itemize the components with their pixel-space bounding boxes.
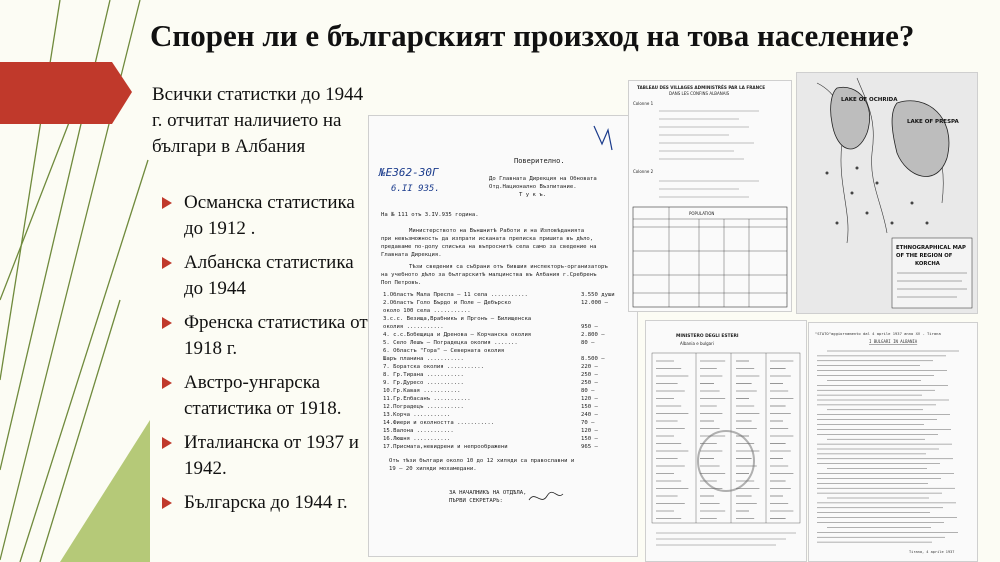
french-col1: Colonne 1: [633, 101, 654, 106]
doc-row-label: 5. Село Лешъ — Поградецка околия .......: [383, 340, 518, 346]
doc-row-value: 965 —: [581, 444, 598, 450]
doc-row-value: 8.500 —: [581, 356, 605, 362]
map-lake2-label: LAKE OF PRESPA: [907, 119, 959, 125]
red-arrow-shape: [0, 0, 135, 140]
doc-stamp: №Е362-30Г: [379, 166, 439, 179]
doc-row-value: 120 —: [581, 428, 598, 434]
doc-heading: Поверително.: [514, 157, 565, 165]
bullet-item: [160, 490, 370, 516]
arrow-bullet-icon: [162, 437, 172, 449]
doc-row-label: 17.Присмата,невидрени и непроображени: [383, 444, 508, 450]
italian-doc-subheader: I BULGARI IN ALBANIA: [869, 339, 918, 344]
italian-document-image: [808, 322, 978, 562]
doc-rows: [383, 291, 615, 450]
doc-row-value: 250 —: [581, 372, 598, 378]
doc-row-value: 240 —: [581, 412, 598, 418]
doc-body-line: Поп Петровъ.: [381, 280, 422, 286]
map-caption3: KORCHA: [915, 261, 940, 267]
bullet-text: Италианска от 1937 и 1942.: [184, 432, 359, 479]
ethnographic-map-image: [796, 72, 978, 314]
handwritten-mark: [594, 126, 612, 150]
map-caption2: OF THE REGION OF: [896, 253, 953, 259]
doc-body-line: Главната Дирекция.: [381, 252, 442, 258]
doc-row-value: 950 —: [581, 324, 598, 330]
doc-row-value: 150 —: [581, 436, 598, 442]
doc-to2: Отд.Национално Възпитание.: [489, 184, 577, 190]
bullet-text: Френска статистика от 1918 г.: [184, 312, 368, 359]
doc-ref: На № 111 отъ 3.IV.935 година.: [381, 212, 479, 218]
bullet-item: [160, 370, 370, 422]
bullet-list: [160, 190, 370, 524]
signature-scribble: [529, 492, 563, 500]
arrow-bullet-icon: [162, 497, 172, 509]
doc-body-line: Тѣзи сведения са събрани отъ бившия инспекторъ-организаторъ: [409, 264, 608, 270]
doc-body-line: предаваме по-долу списъка на въпроснитѣ села само за сведение на: [381, 244, 597, 250]
doc-row-value: 250 —: [581, 380, 598, 386]
italian-table-header2: Albania e bulgari: [680, 341, 714, 346]
doc-stamp-date: 6.II 935.: [391, 184, 440, 194]
doc-row-value: 80 —: [581, 388, 595, 394]
bullet-item: [160, 250, 370, 302]
bullet-item: [160, 430, 370, 482]
french-table-image: [628, 80, 792, 312]
bullet-text: Българска до 1944 г.: [184, 492, 348, 513]
doc-row-label: 13.Корча ...........: [383, 412, 451, 418]
doc-row-value: 220 —: [581, 364, 598, 370]
doc-row-label: 10.Гр.Кавая ...........: [383, 388, 461, 394]
doc-sign1: ЗА НАЧАЛНИКЪ НА ОТДѢЛА,: [449, 490, 527, 496]
doc-to1: До Главната Дирекция на Обновата: [489, 176, 597, 182]
italian-doc-header: "STATO"aggiornamento dal 4 aprile 1937 anno XV - Tirana: [815, 331, 941, 336]
italian-table-image: [645, 320, 807, 562]
bulgarian-document-image: [368, 115, 638, 557]
doc-row-label: около 100 села ...........: [383, 308, 471, 314]
doc-row-value: 150 —: [581, 404, 598, 410]
arrow-bullet-icon: [162, 257, 172, 269]
french-title1: TABLEAU DES VILLAGES ADMINISTRÉS PAR LA FRANCE: [637, 85, 766, 90]
doc-row-label: 1.Областъ Мала Преспа — 11 села ...........: [383, 292, 528, 298]
doc-row-label: околия ...........: [383, 324, 444, 330]
doc-row-label: 7. Боратска околия ...........: [383, 364, 485, 370]
doc-row-value: 80 —: [581, 340, 595, 346]
doc-row-value: 3.550 души: [581, 292, 615, 298]
doc-row-label: 3.с.с. Везища,Врабникъ и Пргонъ — Билищенска: [383, 316, 532, 322]
doc-row-label: 9. Гр.Дуресо ...........: [383, 380, 464, 386]
bullet-text: Австро-унгарска статистика от 1918.: [184, 372, 342, 419]
doc-sign2: ПЪРВИ СЕКРЕТАРЬ:: [449, 498, 503, 504]
arrow-bullet-icon: [162, 197, 172, 209]
bullet-item: [160, 310, 370, 362]
doc-row-label: 2.Областъ Голо Бърдо и Поле — Дебърско: [383, 300, 511, 306]
map-lake1-label: LAKE OF OCHRIDA: [841, 97, 898, 103]
italian-table-rows: [656, 361, 793, 519]
italian-doc-signature: Tirana, 4 aprile 1937: [909, 550, 955, 554]
french-title2: DANS LES CONFINS ALBANAIS: [669, 91, 730, 96]
french-col2: Colonne 2: [633, 169, 654, 174]
doc-row-label: 15.Валона ...........: [383, 428, 454, 434]
bullet-item: [160, 190, 370, 242]
intro-text: Всички статистки до 1944 г. отчитат наличието на българи в Албания: [152, 84, 364, 157]
doc-body-line: на учебното дѣло за българскитѣ малцинства въ Албания г.Сребренъ: [381, 272, 597, 278]
italian-doc-lines: [817, 351, 959, 542]
decor-triangle: [60, 420, 150, 562]
doc-body-line: Министерството на Външнитѣ Работи и на Изповѣданията: [409, 228, 585, 234]
map-caption1: ETHNOGRAPHICAL MAP: [896, 245, 966, 251]
doc-row-label: 16.Люшня ...........: [383, 436, 451, 442]
doc-to3: Т у к ъ.: [519, 192, 546, 198]
bullet-text: Османска статистика до 1912 .: [184, 192, 355, 239]
doc-row-label: 8. Гр.Тирана ...........: [383, 372, 464, 378]
arrow-bullet-icon: [162, 317, 172, 329]
doc-body-line: при невъзможность да изпрати исканата преписка пришита въ дѣло,: [381, 236, 594, 242]
doc-row-value: 70 —: [581, 420, 595, 426]
doc-row-label: 6. Областъ "Гора" — Северната околия: [383, 348, 505, 354]
doc-row-label: 11.Гр.Елбасанъ ...........: [383, 396, 471, 402]
french-table-header: POPULATION: [689, 211, 715, 216]
italian-table-header1: MINISTERO DEGLI ESTERI: [676, 334, 739, 339]
doc-footer1: Отъ тѣзи българи около 10 до 12 хиляди са православни и: [389, 458, 575, 464]
doc-row-label: Шаръ планина ...........: [383, 356, 464, 362]
doc-row-label: 12.Поградецъ ...........: [383, 404, 464, 410]
slide-title: Спорен ли е българският произход на това население?: [150, 18, 915, 53]
ink-stamp: [698, 431, 754, 491]
doc-row-label: 4. с.с.Бобещица и Дренова — Корчанска околия: [383, 332, 532, 338]
doc-footer2: 19 — 20 хиляди мохамедани.: [389, 466, 477, 472]
doc-row-label: 14.Фиери и околността ...........: [383, 420, 495, 426]
doc-row-value: 2.800 —: [581, 332, 605, 338]
arrow-bullet-icon: [162, 377, 172, 389]
bullet-text: Албанска статистика до 1944: [184, 252, 354, 299]
doc-row-value: 120 —: [581, 396, 598, 402]
doc-row-value: 12.000 —: [581, 300, 608, 306]
